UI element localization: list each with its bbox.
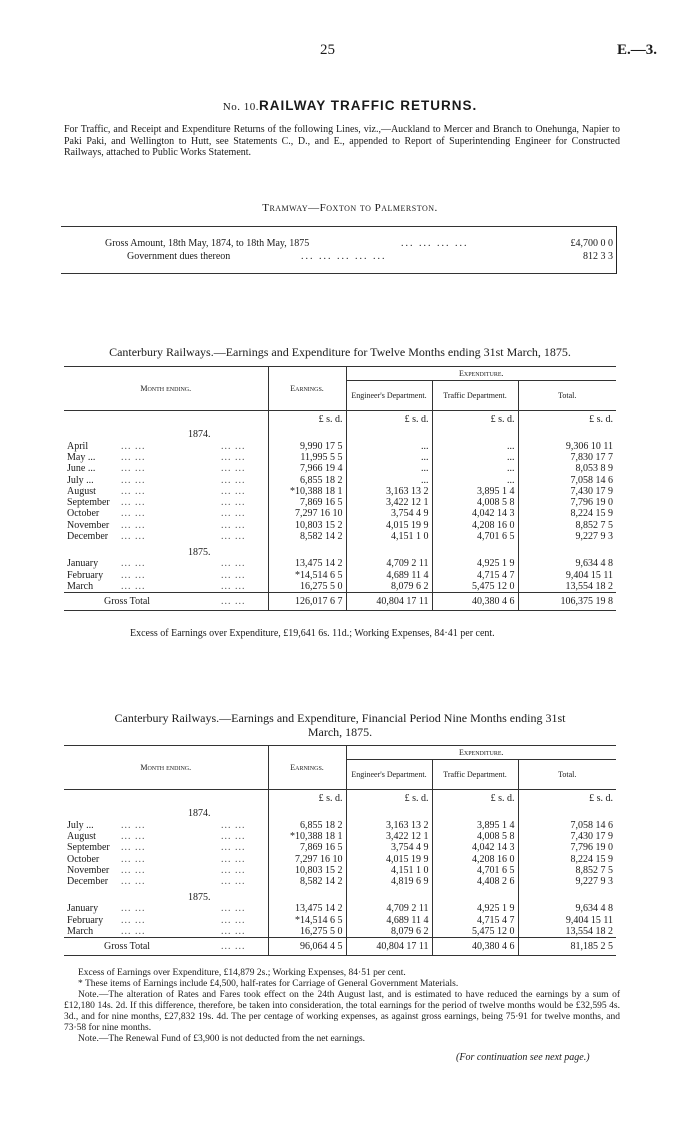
leader-dots: ... ... (221, 451, 246, 463)
table-row (64, 820, 616, 831)
units-label-earnings: £ s. d. (268, 411, 346, 429)
table-row (64, 508, 616, 519)
leader-dots: ... ... (221, 580, 246, 592)
leader-dots: ... ... (121, 485, 146, 497)
earnings-cell: *14,514 6 5 (268, 569, 346, 580)
table-row (64, 903, 616, 914)
year-spacer (268, 546, 346, 558)
leader-dots: ... ... (121, 864, 146, 876)
tramway-heading: Tramway—Foxton to Palmerston. (262, 202, 438, 214)
table2 (64, 745, 616, 956)
leader-dots: ... ... (221, 558, 246, 570)
traffic-cell: 4,208 16 0 (432, 520, 518, 531)
leader-dots: ... ... (121, 830, 146, 842)
month-cell: April (67, 440, 89, 452)
engineer-cell: 4,151 1 0 (346, 865, 432, 876)
leader-dots: ... ... (221, 485, 246, 497)
header-expenditure: Expenditure. (346, 367, 616, 381)
year-spacer (346, 546, 432, 558)
header-engineer: Engineer's Department. (346, 381, 432, 411)
gross-total-row (64, 592, 616, 610)
leader-dots: ... ... (121, 451, 146, 463)
month-cell: November (67, 864, 110, 876)
earnings-cell: 16,275 5 0 (268, 581, 346, 593)
traffic-cell: 3,895 1 4 (432, 486, 518, 497)
leader-dots: ... ... (121, 569, 146, 581)
traffic-cell: 4,715 4 7 (432, 569, 518, 580)
engineer-cell: 3,422 12 1 (346, 497, 432, 508)
tramway-row-amount: £4,700 0 0 (570, 238, 613, 249)
traffic-cell: 4,408 2 6 (432, 876, 518, 887)
leader-dots: ... ... (121, 580, 146, 592)
leader-dots: ... ... (121, 508, 146, 520)
units-row (64, 790, 616, 808)
engineer-cell: 3,163 13 2 (346, 820, 432, 831)
year-spacer (432, 891, 518, 903)
engineer-cell: 4,689 11 4 (346, 915, 432, 926)
total-cell: 13,554 18 2 (518, 926, 616, 938)
month-cell: December (67, 531, 109, 543)
table-row (64, 558, 616, 569)
leader-dots: ... ... (221, 940, 246, 952)
units-label-total: £ s. d. (518, 411, 616, 429)
engineer-cell: 4,015 19 9 (346, 520, 432, 531)
engineer-cell: ... (346, 441, 432, 452)
leader-dots: ... ... ... ... (401, 238, 469, 249)
table-row (64, 876, 616, 887)
earnings-cell: *14,514 6 5 (268, 915, 346, 926)
total-cell: 9,634 4 8 (518, 903, 616, 914)
leader-dots: ... ... (221, 853, 246, 865)
title-text: RAILWAY TRAFFIC RETURNS. (258, 98, 478, 113)
table-row (64, 569, 616, 580)
table-row (64, 831, 616, 842)
units-label-traffic: £ s. d. (432, 411, 518, 429)
earnings-cell: 6,855 18 2 (268, 820, 346, 831)
earnings-cell: 7,869 16 5 (268, 497, 346, 508)
table2-heading-line1: Canterbury Railways.—Earnings and Expenditure, Financial Period Nine Months ending 31st (114, 711, 566, 725)
gross-total-label: Gross Total (104, 595, 151, 607)
year-spacer (346, 891, 432, 903)
total-cell: 8,852 7 5 (518, 865, 616, 876)
leader-dots: ... ... (221, 569, 246, 581)
traffic-cell: ... (432, 452, 518, 463)
table-row (64, 581, 616, 593)
engineer-cell: 4,709 2 11 (346, 558, 432, 569)
tramway-box (61, 226, 617, 274)
leader-dots: ... ... (121, 853, 146, 865)
month-cell: March (67, 580, 94, 592)
table-row (64, 452, 616, 463)
month-cell: June ... (67, 463, 96, 475)
earnings-cell: 7,966 19 4 (268, 463, 346, 474)
leader-dots: ... ... (121, 519, 146, 531)
leader-dots: ... ... (221, 914, 246, 926)
total-cell: 8,224 15 9 (518, 508, 616, 519)
table1-heading: Canterbury Railways.—Earnings and Expenditure for Twelve Months ending 31st March, 1875. (109, 345, 571, 359)
table-row (64, 915, 616, 926)
year-spacer (268, 808, 346, 820)
leader-dots: ... ... (121, 914, 146, 926)
header-total: Total. (518, 760, 616, 790)
leader-dots: ... ... (121, 474, 146, 486)
month-cell: February (67, 914, 104, 926)
earnings-cell: 7,297 16 10 (268, 853, 346, 864)
engineer-cell: 4,015 19 9 (346, 853, 432, 864)
traffic-cell: 4,008 5 8 (432, 497, 518, 508)
year-row (64, 429, 616, 441)
traffic-cell: 4,008 5 8 (432, 831, 518, 842)
traffic-cell: 4,701 6 5 (432, 531, 518, 542)
header-engineer: Engineer's Department. (346, 760, 432, 790)
engineer-cell: 8,079 6 2 (346, 926, 432, 938)
engineer-cell: 3,422 12 1 (346, 831, 432, 842)
year-spacer (518, 546, 616, 558)
total-cell: 9,404 15 11 (518, 915, 616, 926)
leader-dots: ... ... (121, 440, 146, 452)
month-cell: January (67, 903, 99, 915)
units-spacer (64, 790, 268, 808)
earnings-cell: *10,388 18 1 (268, 831, 346, 842)
gross-engineer: 40,804 17 11 (346, 592, 432, 610)
traffic-cell: 5,475 12 0 (432, 926, 518, 938)
total-cell: 7,796 19 0 (518, 842, 616, 853)
year-spacer (432, 546, 518, 558)
leader-dots: ... ... (121, 558, 146, 570)
year-label: 1874. (188, 808, 211, 819)
month-cell: July ... (67, 819, 94, 831)
year-label: 1875. (188, 546, 211, 558)
earnings-cell: 13,475 14 2 (268, 558, 346, 569)
month-cell: July ... (67, 474, 94, 486)
total-cell: 8,224 15 9 (518, 853, 616, 864)
total-cell: 8,053 8 9 (518, 463, 616, 474)
gross-total: 81,185 2 5 (518, 937, 616, 955)
note-excess: Excess of Earnings over Expenditure, £14,879 2s.; Working Expenses, 84·51 per cent. (78, 968, 406, 978)
traffic-cell: ... (432, 463, 518, 474)
year-spacer (432, 808, 518, 820)
total-cell: 7,058 14 6 (518, 820, 616, 831)
leader-dots: ... ... (121, 876, 146, 888)
continuation-note: (For continuation see next page.) (456, 1052, 590, 1063)
month-cell: May ... (67, 451, 96, 463)
year-spacer (518, 808, 616, 820)
month-cell: September (67, 842, 110, 854)
traffic-cell: ... (432, 441, 518, 452)
total-cell: 9,404 15 11 (518, 569, 616, 580)
earnings-cell: 9,990 17 5 (268, 441, 346, 452)
earnings-cell: 7,297 16 10 (268, 508, 346, 519)
leader-dots: ... ... (221, 531, 246, 543)
gross-earnings: 96,064 4 5 (268, 937, 346, 955)
page-reference: E.—3. (617, 42, 658, 58)
leader-dots: ... ... (221, 508, 246, 520)
table-row (64, 474, 616, 485)
year-spacer (346, 808, 432, 820)
total-cell: 9,227 9 3 (518, 876, 616, 887)
total-cell: 13,554 18 2 (518, 581, 616, 593)
traffic-cell: 4,042 14 3 (432, 842, 518, 853)
gross-total: 106,375 19 8 (518, 592, 616, 610)
leader-dots: ... ... ... ... ... (301, 251, 387, 262)
traffic-cell: ... (432, 474, 518, 485)
units-label-traffic: £ s. d. (432, 790, 518, 808)
page-number: 25 (320, 42, 335, 58)
table1 (64, 366, 616, 611)
header-month: Month ending. (140, 384, 192, 393)
leader-dots: ... ... (121, 819, 146, 831)
traffic-cell: 4,701 6 5 (432, 865, 518, 876)
month-cell: March (67, 925, 94, 937)
note-renewal: Note.—The Renewal Fund of £3,900 is not deducted from the net earnings. (78, 1034, 366, 1044)
year-row (64, 546, 616, 558)
year-spacer (346, 429, 432, 441)
gross-earnings: 126,017 6 7 (268, 592, 346, 610)
table1-footer: Excess of Earnings over Expenditure, £19,641 6s. 11d.; Working Expenses, 84·41 per cent. (130, 628, 495, 639)
earnings-cell: 13,475 14 2 (268, 903, 346, 914)
table-row (64, 486, 616, 497)
year-spacer (432, 429, 518, 441)
engineer-cell: ... (346, 452, 432, 463)
leader-dots: ... ... (221, 876, 246, 888)
units-label-total: £ s. d. (518, 790, 616, 808)
units-label-earnings: £ s. d. (268, 790, 346, 808)
earnings-cell: 7,869 16 5 (268, 842, 346, 853)
table2-heading (60, 711, 620, 739)
gross-total-label: Gross Total (104, 940, 151, 952)
total-cell: 7,830 17 7 (518, 452, 616, 463)
traffic-cell: 5,475 12 0 (432, 581, 518, 593)
total-cell: 9,227 9 3 (518, 531, 616, 542)
table-row (64, 497, 616, 508)
engineer-cell: 4,689 11 4 (346, 569, 432, 580)
leader-dots: ... ... (121, 463, 146, 475)
table-row (64, 853, 616, 864)
traffic-cell: 4,925 1 9 (432, 558, 518, 569)
total-cell: 7,430 17 9 (518, 486, 616, 497)
header-expenditure: Expenditure. (346, 746, 616, 760)
earnings-cell: 8,582 14 2 (268, 531, 346, 542)
header-total: Total. (518, 381, 616, 411)
table-row (64, 441, 616, 452)
leader-dots: ... ... (221, 830, 246, 842)
header-month: Month ending. (140, 763, 192, 772)
units-label-engineer: £ s. d. (346, 411, 432, 429)
earnings-cell: 6,855 18 2 (268, 474, 346, 485)
engineer-cell: 3,163 13 2 (346, 486, 432, 497)
month-cell: February (67, 569, 104, 581)
month-cell: November (67, 519, 110, 531)
earnings-cell: *10,388 18 1 (268, 486, 346, 497)
month-cell: October (67, 853, 100, 865)
note-footnote: * These items of Earnings include £4,500, half-rates for Carriage of General Government Materials. (78, 979, 459, 989)
units-spacer (64, 411, 268, 429)
engineer-cell: 4,151 1 0 (346, 531, 432, 542)
header-earnings: Earnings. (268, 746, 346, 790)
notes (64, 968, 620, 1045)
note-rates: Note.—The alteration of Rates and Fares took effect on the 24th August last, and is estimated to have reduced the earnings by a sum of £12,180 14s. 2d. If this difference, therefore, be taken into consideration, the total earnings for the period of twelve months would be £32,595 4s. 3d., and for nine months, £27,832 19s. 4d. The per centage of working expenses, as against gross earnings, being 75·91 for twelve months, and 73·58 for nine months. (64, 990, 620, 1033)
year-spacer (518, 891, 616, 903)
gross-total-row (64, 937, 616, 955)
engineer-cell: 4,709 2 11 (346, 903, 432, 914)
leader-dots: ... ... (221, 903, 246, 915)
tramway-row-amount: 812 3 3 (583, 251, 613, 262)
year-spacer (268, 429, 346, 441)
leader-dots: ... ... (121, 842, 146, 854)
year-label: 1875. (188, 891, 211, 903)
table-row (64, 842, 616, 853)
year-row (64, 891, 616, 903)
engineer-cell: ... (346, 474, 432, 485)
gross-engineer: 40,804 17 11 (346, 937, 432, 955)
leader-dots: ... ... (221, 819, 246, 831)
traffic-cell: 4,208 16 0 (432, 853, 518, 864)
traffic-cell: 4,715 4 7 (432, 915, 518, 926)
earnings-cell: 8,582 14 2 (268, 876, 346, 887)
engineer-cell: 8,079 6 2 (346, 581, 432, 593)
page-title (0, 98, 700, 114)
gross-traffic: 40,380 4 6 (432, 937, 518, 955)
earnings-cell: 10,803 15 2 (268, 865, 346, 876)
total-cell: 9,634 4 8 (518, 558, 616, 569)
leader-dots: ... ... (121, 497, 146, 509)
total-cell: 7,796 19 0 (518, 497, 616, 508)
traffic-cell: 4,925 1 9 (432, 903, 518, 914)
month-cell: September (67, 497, 110, 509)
year-row (64, 808, 616, 820)
tramway-row-label: Gross Amount, 18th May, 1874, to 18th May, 1875 (105, 238, 310, 249)
header-traffic: Traffic Department. (432, 381, 518, 411)
table-row (64, 463, 616, 474)
table-row (64, 865, 616, 876)
leader-dots: ... ... (121, 531, 146, 543)
table-row (64, 520, 616, 531)
total-cell: 9,306 10 11 (518, 441, 616, 452)
earnings-cell: 11,995 5 5 (268, 452, 346, 463)
year-spacer (518, 429, 616, 441)
engineer-cell: ... (346, 463, 432, 474)
traffic-cell: 4,042 14 3 (432, 508, 518, 519)
month-cell: August (67, 830, 96, 842)
leader-dots: ... ... (221, 864, 246, 876)
total-cell: 7,430 17 9 (518, 831, 616, 842)
leader-dots: ... ... (221, 463, 246, 475)
header-earnings: Earnings. (268, 367, 346, 411)
title-number: No. 10. (222, 101, 259, 113)
units-label-engineer: £ s. d. (346, 790, 432, 808)
leader-dots: ... ... (221, 595, 246, 607)
month-cell: January (67, 558, 99, 570)
leader-dots: ... ... (121, 903, 146, 915)
traffic-cell: 3,895 1 4 (432, 820, 518, 831)
leader-dots: ... ... (221, 497, 246, 509)
table2-heading-line2: March, 1875. (307, 725, 373, 739)
month-cell: December (67, 876, 109, 888)
year-spacer (268, 891, 346, 903)
total-cell: 8,852 7 5 (518, 520, 616, 531)
leader-dots: ... ... (221, 842, 246, 854)
engineer-cell: 3,754 4 9 (346, 508, 432, 519)
header-traffic: Traffic Department. (432, 760, 518, 790)
earnings-cell: 10,803 15 2 (268, 520, 346, 531)
leader-dots: ... ... (221, 925, 246, 937)
table-row (64, 531, 616, 542)
year-label: 1874. (188, 429, 211, 440)
engineer-cell: 3,754 4 9 (346, 842, 432, 853)
tramway-row-label: Government dues thereon (127, 251, 231, 262)
table-row (64, 926, 616, 938)
units-row (64, 411, 616, 429)
leader-dots: ... ... (221, 519, 246, 531)
month-cell: October (67, 508, 100, 520)
leader-dots: ... ... (221, 440, 246, 452)
month-cell: August (67, 485, 96, 497)
total-cell: 7,058 14 6 (518, 474, 616, 485)
leader-dots: ... ... (121, 925, 146, 937)
earnings-cell: 16,275 5 0 (268, 926, 346, 938)
leader-dots: ... ... (221, 474, 246, 486)
gross-traffic: 40,380 4 6 (432, 592, 518, 610)
engineer-cell: 4,819 6 9 (346, 876, 432, 887)
intro-paragraph: For Traffic, and Receipt and Expenditure Returns of the following Lines, viz.,—Auckland to Mercer and Branch to Onehunga, Napier to Paki Paki, and Wellington to Hutt, see Statements C., D., and E., appended to Report of Superintending Engineer for Constructed Railways, attached to Public Works Statement. (64, 124, 620, 158)
